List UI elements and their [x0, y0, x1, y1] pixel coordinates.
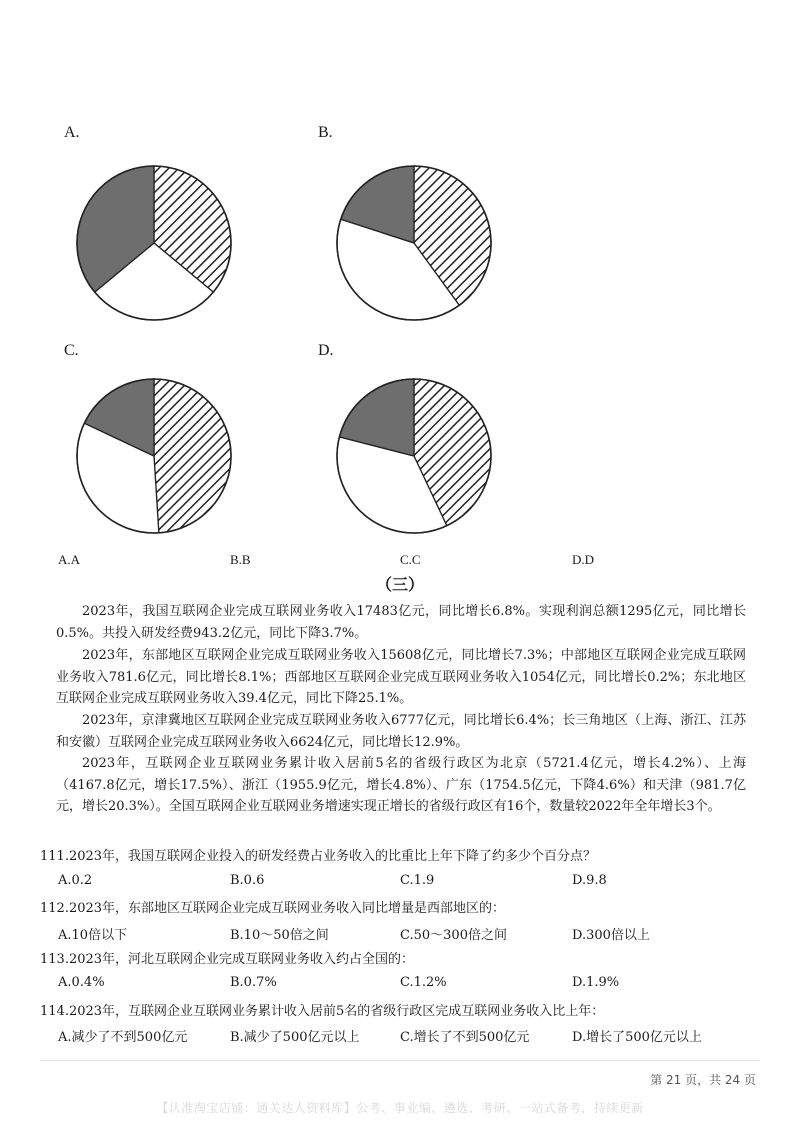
watermark-text: 【认准淘宝店铺：通关达人资料库】公考、事业编、遴选、考研、一站式备考，持续更新 [156, 1101, 644, 1115]
question-113-stem: 113.2023年，河北互联网企业完成互联网业务收入约占全国的： [40, 952, 415, 967]
answer-choice-c: C.C [400, 552, 421, 567]
question-112-stem: 112.2023年，东部地区互联网企业完成互联网业务收入同比增量是西部地区的： [40, 901, 506, 916]
question-111-option-d[interactable]: D.9.8 [572, 873, 607, 888]
paragraph-text: 2023年，东部地区互联网企业完成互联网业务收入15608亿元，同比增长7.3%；中部地区互联网企业完成互联网业务收入781.6亿元，同比增长8.1%；西部地区互联网企业完成互联网业务收入1054亿元，同比增长0.2%；东北地区互联网企业完成互联网业务收入39.4亿元，同比下降25.1%。 [56, 648, 746, 706]
question-113-option-b[interactable]: B.0.7% [230, 975, 277, 990]
passage-paragraph [56, 601, 746, 644]
pie-slice-hatched [154, 379, 231, 533]
question-111-option-b[interactable]: B.0.6 [230, 873, 265, 888]
question-111-option-a[interactable]: A.0.2 [58, 873, 93, 888]
answer-choice-d: D.D [572, 552, 595, 567]
question-114-option-d[interactable]: D.增长了500亿元以上 [572, 1030, 702, 1045]
pie-chart-a [74, 163, 234, 323]
question-114-option-c[interactable]: C.增长了不到500亿元 [400, 1030, 530, 1045]
question-112-option-b[interactable]: B.10～50倍之间 [230, 928, 329, 943]
question-111-option-c[interactable]: C.1.9 [400, 873, 435, 888]
passage-paragraph [56, 753, 746, 818]
pie-chart-c [74, 376, 234, 536]
question-112-option-d[interactable]: D.300倍以上 [572, 928, 650, 943]
passage-paragraph [56, 645, 746, 710]
passage-paragraph [56, 710, 746, 753]
question-114-option-b[interactable]: B.减少了500亿元以上 [230, 1030, 360, 1045]
pie-chart-b [334, 163, 494, 323]
question-112-option-c[interactable]: C.50～300倍之间 [400, 928, 507, 943]
paragraph-text: 2023年，我国互联网企业完成互联网业务收入17483亿元，同比增长6.8%。实现利润总额1295亿元，同比增长0.5%。共投入研发经费943.2亿元，同比下降3.7%。 [56, 604, 746, 641]
question-113-option-c[interactable]: C.1.2% [400, 975, 447, 990]
option-label-b: B. [318, 124, 333, 141]
question-111-stem: 111.2023年，我国互联网企业投入的研发经费占业务收入的比重比上年下降了约多少个百分点？ [40, 849, 597, 864]
paragraph-text: 2023年，互联网企业互联网业务累计收入居前5名的省级行政区为北京（5721.4亿元，增长4.2%）、上海（4167.8亿元，增长17.5%）、浙江（1955.9亿元，增长4.8%）、广东（1754.5亿元，下降4.6%）和天津（981.7亿元，增长20.3%）。全国互联网企业互联网业务增速实现正增长的省级行政区有16个，数量较2022年全年增长3个。 [56, 756, 746, 814]
question-113-option-d[interactable]: D.1.9% [572, 975, 620, 990]
question-114-stem: 114.2023年，互联网企业互联网业务累计收入居前5名的省级行政区完成互联网业务收入比上年： [40, 1004, 605, 1019]
option-label-a: A. [64, 124, 80, 141]
footer-divider [40, 1060, 760, 1061]
section-title: （三） [375, 575, 424, 594]
answer-choice-b: B.B [230, 552, 251, 567]
question-114-option-a[interactable]: A.减少了不到500亿元 [58, 1030, 188, 1045]
question-113-option-a[interactable]: A.0.4% [58, 975, 105, 990]
option-label-c: C. [64, 342, 79, 359]
pie-chart-d [334, 376, 494, 536]
option-label-d: D. [318, 342, 334, 359]
paragraph-text: 2023年，京津冀地区互联网企业完成互联网业务收入6777亿元，同比增长6.4%；长三角地区（上海、浙江、江苏和安徽）互联网企业完成互联网业务收入6624亿元，同比增长12.9%。 [56, 713, 746, 750]
page-number: 第 21 页，共 24 页 [650, 1073, 756, 1087]
answer-choice-a: A.A [58, 552, 81, 567]
question-112-option-a[interactable]: A.10倍以下 [58, 928, 128, 943]
